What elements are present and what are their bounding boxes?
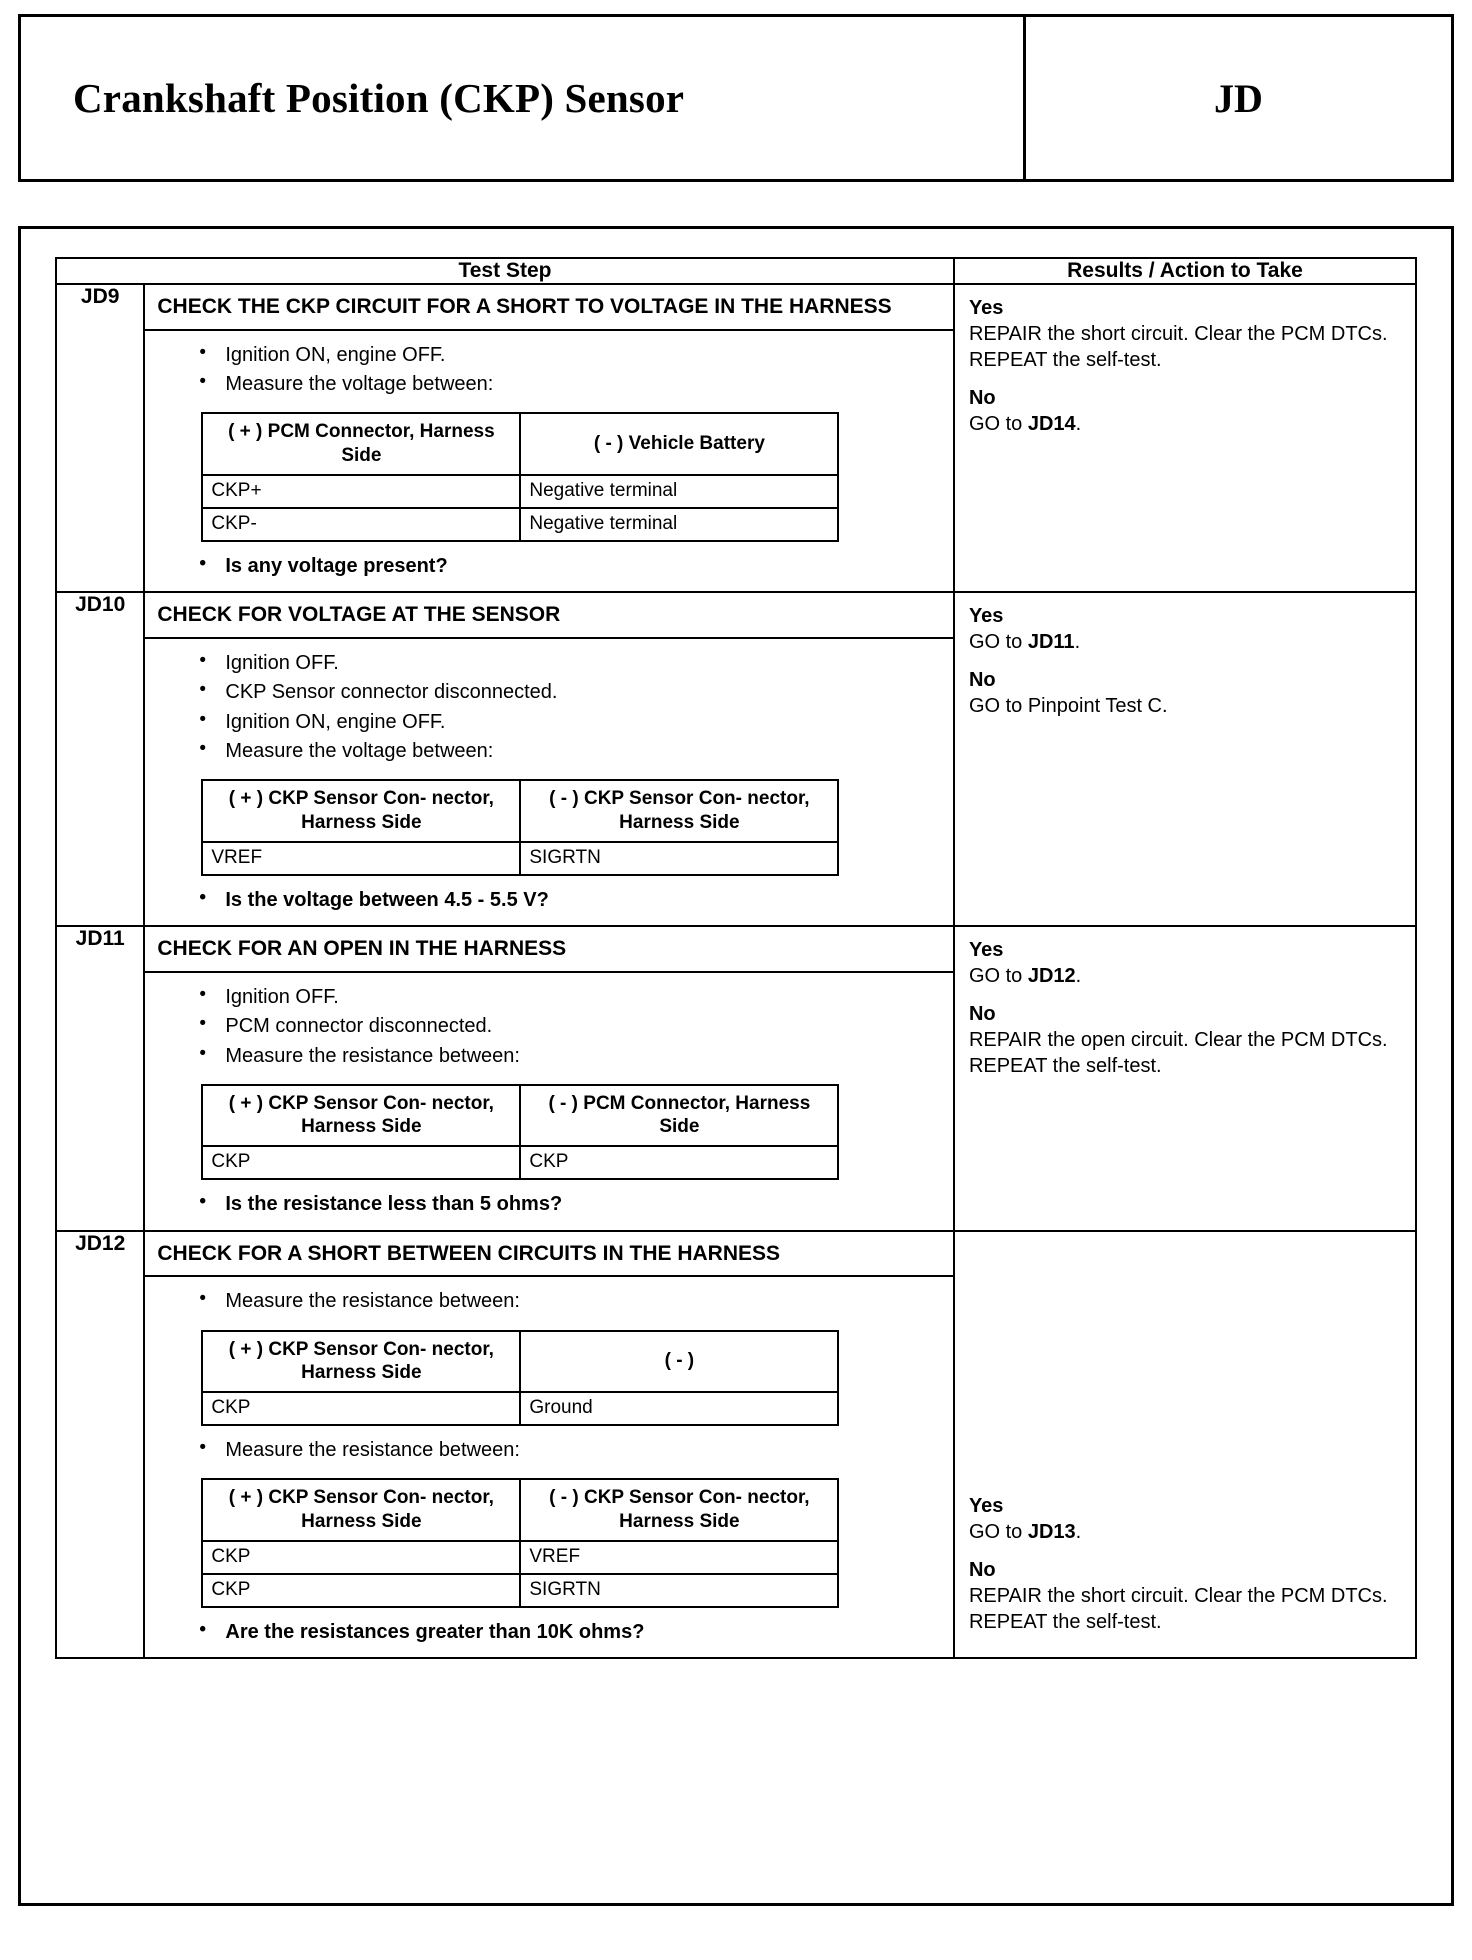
measurement-row	[202, 842, 838, 875]
question-text: • Is the resistance less than 5 ohms?	[157, 1190, 943, 1218]
table-header-row	[56, 258, 1416, 284]
measurement-col-header-positive: ( + ) CKP Sensor Con- nector, Harness Side	[202, 780, 520, 841]
page-header	[18, 14, 1454, 182]
step-question	[157, 1190, 943, 1218]
header-code-cell	[1026, 17, 1451, 179]
measurement-col-header-negative: ( - ) CKP Sensor Con- nector, Harness Side	[520, 1479, 838, 1540]
step-id: JD10	[56, 592, 144, 926]
measurement-col-header-positive: ( + ) CKP Sensor Con- nector, Harness Side	[202, 1331, 520, 1392]
header-title-cell	[21, 17, 1026, 179]
step-id: JD12	[56, 1231, 144, 1659]
step-body	[145, 973, 953, 1230]
list-item: • Ignition ON, engine OFF.	[157, 341, 943, 369]
result-no	[969, 385, 1403, 437]
step-content	[144, 284, 954, 592]
results-cell	[954, 284, 1416, 592]
step-bullets-second	[157, 1436, 943, 1464]
step-question	[157, 1618, 943, 1646]
list-item: • Ignition OFF.	[157, 649, 943, 677]
result-yes	[969, 1493, 1403, 1545]
result-no	[969, 667, 1403, 719]
result-no	[969, 1001, 1403, 1079]
result-label-no: No	[968, 669, 996, 692]
measurement-cell: CKP	[202, 1146, 520, 1179]
measurement-header-row	[202, 413, 838, 474]
step-bullets	[157, 983, 943, 1070]
question-text: • Is any voltage present?	[157, 552, 943, 580]
measurement-row	[202, 1574, 838, 1607]
measurement-col-header-negative: ( - )	[520, 1331, 838, 1392]
measurement-col-header-positive: ( + ) CKP Sensor Con- nector, Harness Side	[202, 1085, 520, 1146]
results-cell	[954, 926, 1416, 1231]
measurement-cell: CKP	[202, 1574, 520, 1607]
list-item: • Measure the resistance between:	[157, 1436, 943, 1464]
measurement-header-row	[202, 780, 838, 841]
measurement-row	[202, 508, 838, 541]
result-label-no: No	[968, 1003, 996, 1026]
measurement-col-header-negative: ( - ) Vehicle Battery	[520, 413, 838, 474]
measurement-col-header-positive: ( + ) PCM Connector, Harness Side	[202, 413, 520, 474]
measurement-table	[201, 412, 839, 541]
measurement-col-header-negative: ( - ) PCM Connector, Harness Side	[520, 1085, 838, 1146]
step-title: CHECK FOR VOLTAGE AT THE SENSOR	[145, 593, 953, 639]
measurement-col-header-negative: ( - ) CKP Sensor Con- nector, Harness Side	[520, 780, 838, 841]
measurement-cell: CKP-	[202, 508, 520, 541]
list-item: • Ignition ON, engine OFF.	[157, 708, 943, 736]
question-text: • Is the voltage between 4.5 - 5.5 V?	[157, 886, 943, 914]
list-item: • Measure the voltage between:	[157, 370, 943, 398]
measurement-cell: CKP	[520, 1146, 838, 1179]
result-label-yes: Yes	[968, 1495, 1004, 1518]
section-code: JD	[1214, 75, 1263, 121]
measurement-row	[202, 1541, 838, 1574]
column-header-results: Results / Action to Take	[954, 258, 1416, 284]
table-row	[56, 592, 1416, 926]
list-item: • PCM connector disconnected.	[157, 1012, 943, 1040]
step-id: JD11	[56, 926, 144, 1231]
results-cell	[954, 1231, 1416, 1659]
result-text-yes: REPAIR the short circuit. Clear the PCM DTCs. REPEAT the self-test.	[968, 323, 1388, 371]
list-item: • Measure the resistance between:	[157, 1287, 943, 1315]
measurement-header-row	[202, 1085, 838, 1146]
measurement-cell: Negative terminal	[520, 508, 838, 541]
result-text-no: REPAIR the short circuit. Clear the PCM DTCs. REPEAT the self-test.	[968, 1585, 1388, 1634]
step-title: CHECK FOR AN OPEN IN THE HARNESS	[145, 927, 953, 973]
step-body	[145, 1277, 953, 1657]
step-body	[145, 331, 953, 592]
result-text-yes: GO to JD13.	[968, 1521, 1082, 1544]
measurement-cell: VREF	[202, 842, 520, 875]
step-content	[144, 592, 954, 926]
measurement-table	[201, 1084, 839, 1180]
list-item: • Ignition OFF.	[157, 983, 943, 1011]
column-header-test-step: Test Step	[56, 258, 954, 284]
measurement-row	[202, 1392, 838, 1425]
measurement-cell: SIGRTN	[520, 842, 838, 875]
measurement-cell: Ground	[520, 1392, 838, 1425]
measurement-table-2	[201, 1478, 839, 1607]
result-label-no: No	[968, 387, 996, 409]
result-no	[969, 1557, 1403, 1635]
step-bullets	[157, 341, 943, 399]
result-text-yes: GO to JD11.	[968, 631, 1081, 654]
table-row	[56, 926, 1416, 1231]
result-text-no: GO to JD14.	[968, 413, 1082, 435]
step-id: JD9	[56, 284, 144, 592]
list-item: • CKP Sensor connector disconnected.	[157, 678, 943, 706]
measurement-cell: CKP	[202, 1392, 520, 1425]
result-text-no: REPAIR the open circuit. Clear the PCM DTCs. REPEAT the self-test.	[968, 1029, 1388, 1078]
result-yes	[969, 603, 1403, 655]
table-row	[56, 284, 1416, 592]
measurement-cell: VREF	[520, 1541, 838, 1574]
list-item: • Measure the resistance between:	[157, 1042, 943, 1070]
measurement-table	[201, 1330, 839, 1426]
measurement-row	[202, 475, 838, 508]
results-cell	[954, 592, 1416, 926]
step-bullets	[157, 1287, 943, 1315]
result-yes	[969, 937, 1403, 989]
step-title: CHECK FOR A SHORT BETWEEN CIRCUITS IN THE HARNESS	[145, 1232, 953, 1278]
step-content	[144, 1231, 954, 1659]
step-body	[145, 639, 953, 925]
measurement-cell: Negative terminal	[520, 475, 838, 508]
measurement-cell: CKP	[202, 1541, 520, 1574]
result-label-no: No	[968, 1559, 996, 1582]
measurement-col-header-positive: ( + ) CKP Sensor Con- nector, Harness Side	[202, 1479, 520, 1540]
result-label-yes: Yes	[968, 605, 1004, 628]
result-text-no: GO to Pinpoint Test C.	[968, 695, 1168, 718]
list-item: • Measure the voltage between:	[157, 737, 943, 765]
result-text-yes: GO to JD12.	[968, 965, 1082, 988]
step-title: CHECK THE CKP CIRCUIT FOR A SHORT TO VOLTAGE IN THE HARNESS	[145, 285, 953, 331]
table-row	[56, 1231, 1416, 1659]
result-yes	[969, 295, 1403, 373]
result-label-yes: Yes	[968, 297, 1004, 319]
content-frame	[18, 226, 1454, 1906]
measurement-header-row	[202, 1331, 838, 1392]
pinpoint-test-table	[55, 257, 1417, 1659]
question-text: • Are the resistances greater than 10K ohms?	[157, 1618, 943, 1646]
measurement-row	[202, 1146, 838, 1179]
measurement-cell: SIGRTN	[520, 1574, 838, 1607]
result-label-yes: Yes	[968, 939, 1004, 962]
measurement-cell: CKP+	[202, 475, 520, 508]
measurement-header-row	[202, 1479, 838, 1540]
measurement-table	[201, 779, 839, 875]
page-title: Crankshaft Position (CKP) Sensor	[73, 75, 685, 121]
step-content	[144, 926, 954, 1231]
step-question	[157, 886, 943, 914]
step-question	[157, 552, 943, 580]
step-bullets	[157, 649, 943, 766]
